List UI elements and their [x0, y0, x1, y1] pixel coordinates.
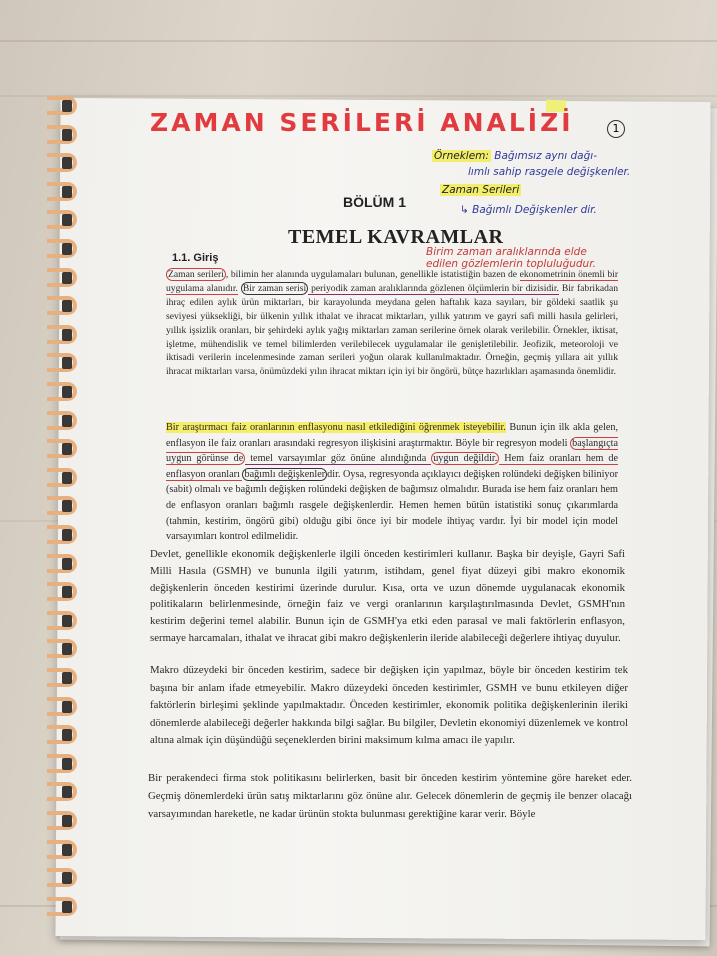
- chapter-label: BÖLÜM 1: [343, 194, 406, 210]
- highlighted-text: Bir araştırmacı faiz oranlarının enflasyonu nasıl etkilediğini öğrenmek isteyebilir.: [166, 422, 506, 433]
- circled-zaman-serileri: Zaman serileri: [168, 269, 224, 280]
- handwritten-title: ZAMAN SERİLERİ ANALİZİ: [150, 108, 574, 137]
- p1-text-f: Bir fabrikadan ihraç edilen aylık ürün miktarları, bir karayolunda meydana gelen haftalık kaza sayıları, bir göldeki saatlik şu seviyesi yüksekliği, bir ülkenin yıllık ithalat ve ihracat miktarları, yıllık yatırım ve gayri safi milli hasıla gelirleri, yıllık işsizlik oranları, bir şehirdeki aylık yağış miktarları zaman serilerine örnek olarak verilebilir. Örnekler, iktisat, işletme, mühendislik ve temel bilimlerden verilebilecek uygulamalar ile genişletilebilir. Jeofizik, meteoroloji ve iktisadi verilerin incelenmesinde zaman serileri yoğun olarak kullanılmaktadır. Örneğin, geçmiş yıllara ait yıllık ihracat miktarları varsa, önümüzdeki yılın ihracat miktarı için iyi bir öngörü, bütçe hazırlıkları aşamasında önemlidir.: [166, 282, 618, 378]
- binding-hole: [62, 643, 72, 655]
- circled-uygun-degildir: uygun değildir.: [433, 453, 498, 465]
- wood-grain: [0, 95, 717, 97]
- binding-hole: [62, 500, 72, 512]
- binding-hole: [62, 443, 72, 455]
- binding-hole: [62, 472, 72, 484]
- binding-hole: [62, 615, 72, 627]
- circled-bagimli-degiskenler: bağımlı değişkenler: [244, 468, 326, 480]
- binding-hole: [62, 672, 72, 684]
- binding-hole: [62, 129, 72, 141]
- underlined-text: ekonometrinin önemli bir uygulama alanıdır.: [166, 269, 619, 294]
- paragraph-2: [166, 420, 618, 545]
- binding-hole: [62, 243, 72, 255]
- binding-hole: [62, 815, 72, 827]
- section-heading: 1.1. Giriş: [172, 252, 219, 264]
- binding-hole: [62, 786, 72, 798]
- p1-text-b: , bilimin her alanında uygulamaları bulunan, genellikle istatistiğin bazen de: [225, 269, 520, 280]
- p2-text-b: Bunun için ilk akla gelen, enflasyon ile faiz oranları arasındaki regresyon ilişkisini araştırmaktır. Böyle bir regresyon modeli: [166, 422, 618, 449]
- underlined-text: Hem faiz oranları hem de enflasyon oranları: [166, 453, 619, 480]
- circled-bir-zaman-serisi: Bir zaman serisi: [242, 282, 307, 294]
- note-orneklem-label: Örneklem:: [434, 150, 489, 162]
- binding-hole: [62, 558, 72, 570]
- binding-hole: [62, 901, 72, 913]
- note-orneklem-line2: lımlı sahip rasgele değişkenler.: [468, 166, 631, 178]
- binding-hole: [62, 272, 72, 284]
- page-number-circle: 1: [607, 120, 625, 138]
- binding-hole: [62, 214, 72, 226]
- underlined-text: temel varsayımlar göz önüne alındığında: [245, 453, 432, 465]
- underlined-text: periyodik zaman aralıklarında gözlenen ölçümlerin bir dizisidir.: [308, 282, 559, 294]
- binding-hole: [62, 100, 72, 112]
- binding-hole: [62, 529, 72, 541]
- binding-hole: [62, 701, 72, 713]
- binding-hole: [62, 872, 72, 884]
- note-birim: [426, 246, 596, 270]
- p2-text-h: dir. Oysa, regresyonda açıklayıcı değişken rolündeki değişken biliniyor (sabit) olmalı ve bağımlı değişken rolündeki değişken de bağımsız olmalıdır. Burada ise hem faiz oranları hem de enflasyon oranları bağımlı rasgele değişkenlerdir. Hemen hemen bütün istatistiki sonuç çıkarımlarda (tahmin, kestirim, öngörü gibi) olduğu gibi önce iyi bir modele ihtiyaç vardır. İyi bir model için model varsayımları kontrol edilmelidir.: [166, 468, 618, 543]
- paragraph-1: [166, 268, 618, 379]
- binding-hole: [62, 844, 72, 856]
- binding-hole: [62, 157, 72, 169]
- binding-hole: [62, 415, 72, 427]
- binding-hole: [62, 586, 72, 598]
- binding-hole: [62, 186, 72, 198]
- note-zaman-serileri-text: Zaman Serileri: [442, 184, 520, 196]
- wood-grain: [0, 40, 717, 42]
- note-bagimli: ↳ Bağımlı Değişkenler dir.: [460, 204, 597, 216]
- paragraph-4: Makro düzeydeki bir önceden kestirim, sadece bir değişken için yapılmaz, böyle bir önceden kestirim tek başına bir anlam ifade etmeyebilir. Makro düzeydeki önceden kestirimler, GSMH ve bunu etkileyen diğer faktörlerin birleşimi şeklinde yapılmaktadır. Önceden kestirimler, ekonomik politika değişkenlerinin ileriki dönemlerde alabileceği değerler hakkında bilgi sağlar. Bu bilgiler, Devletin ekonomiyi düzenlemek ve kontrol altına almak için düşündüğü seçeneklerden birini maksimum kılma amacı ile yapılır.: [150, 664, 628, 747]
- binding-hole: [62, 329, 72, 341]
- note-birim-line1: Birim zaman aralıklarında elde: [426, 246, 587, 258]
- note-orneklem-text: Bağımsız aynı dağı-: [494, 150, 597, 162]
- binding-hole: [62, 729, 72, 741]
- binding-hole: [62, 758, 72, 770]
- binding-hole: [62, 386, 72, 398]
- note-birim-line2: edilen gözlemlerin topluluğudur.: [426, 258, 596, 270]
- note-orneklem: [432, 150, 597, 162]
- chapter-title: TEMEL KAVRAMLAR: [288, 226, 504, 248]
- binding-hole: [62, 300, 72, 312]
- circled-text: başlangıçta uygun görünse de: [166, 437, 618, 465]
- paragraph-5: Bir perakendeci firma stok politikasını belirlerken, basit bir önceden kestirim yöntemine göre hareket eder. Geçmiş dönemlerdeki ürün satış miktarlarını göz önüne alır. Gelecek dönemlerin de geçmiş ile benzer olacağı varsayımından hareketle, ne kadar ürünün stokta bulunması gerektiğine karar verir. Böyle: [148, 772, 632, 820]
- binding-hole: [62, 357, 72, 369]
- note-zaman-serileri: [440, 184, 521, 196]
- paragraph-3: Devlet, genellikle ekonomik değişkenlerle ilgili önceden kestirimleri kullanır. Başka bir deyişle, Gayri Safi Milli Hasıla (GSMH) ve bununla ilgili yatırım, istihdam, genel fiyat düzeyi gibi makro ekonomik değişkenlerin önceden kestirimi üzerinde durulur. Kısa, orta ve uzun dönemde uygulanacak ekonomik politikaların belirlenmesinde, örneğin faiz ve vergi oranlarının karşılaştırılmasında Devlet, GSMH'nın kestirim değerini temel alabilir. Bunun için de GSMH'ya etki eden parasal ve mali faktörlerin enflasyon, sermaye harcamaları, ithalat ve ihracat gibi makro değişkenlerin ileride alabileceği değerlere ihtiyaç duyulur.: [150, 548, 625, 644]
